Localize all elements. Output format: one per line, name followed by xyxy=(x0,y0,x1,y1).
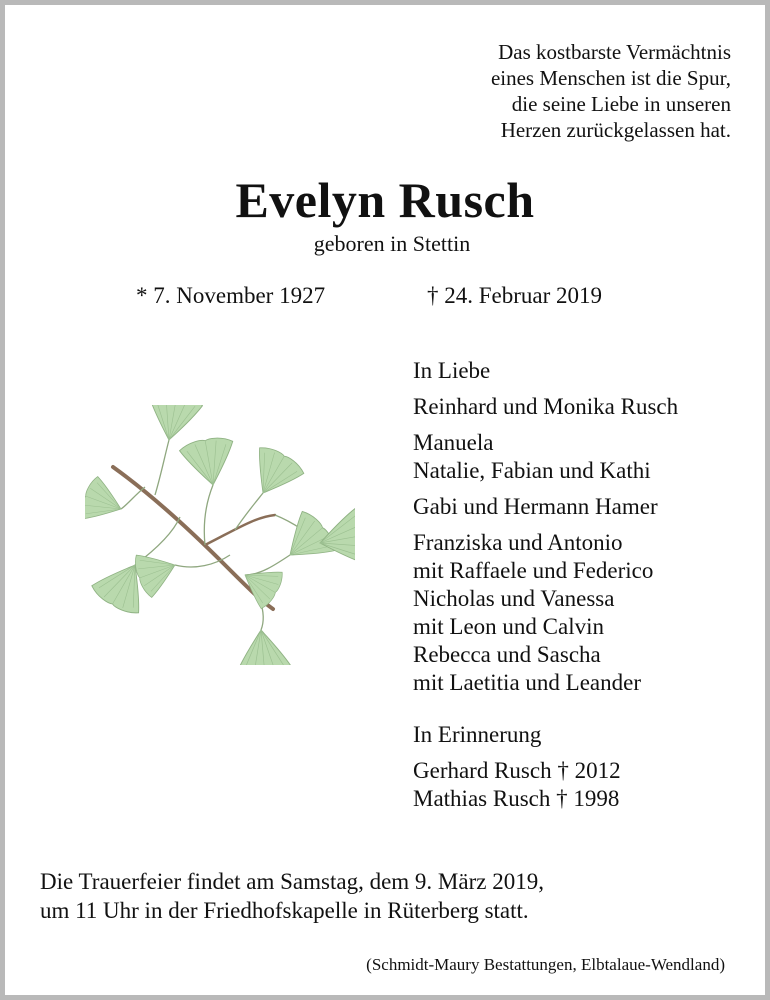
motto-line: die seine Liebe in unseren xyxy=(511,92,731,116)
mourners-list xyxy=(413,357,678,821)
birthplace: geboren in Stettin xyxy=(313,231,471,256)
obituary-notice xyxy=(5,5,765,995)
family-group xyxy=(413,393,678,421)
death-date: † 24. Februar 2019 xyxy=(427,283,603,308)
motto-line: eines Menschen ist die Spur, xyxy=(490,66,731,90)
motto-line: Herzen zurückgelassen hat. xyxy=(500,118,731,142)
birth-date: * 7. November 1927 xyxy=(136,283,326,308)
motto-quote xyxy=(491,39,731,143)
family-line: Nicholas und Vanessa xyxy=(413,586,615,611)
service-line: Die Trauerfeier findet am Samstag, dem 9. März 2019, xyxy=(40,869,544,894)
service-line: um 11 Uhr in der Friedhofskapelle in Rüterberg statt. xyxy=(40,898,529,923)
family-line: Rebecca und Sascha xyxy=(413,642,601,667)
family-group xyxy=(413,429,678,485)
family-line: mit Raffaele und Federico xyxy=(413,558,654,583)
family-line: Franziska und Antonio xyxy=(413,530,623,555)
family-intro: In Liebe xyxy=(413,358,491,383)
family-line: Natalie, Fabian und Kathi xyxy=(413,458,651,483)
memorial-line: Mathias Rusch † 1998 xyxy=(413,786,620,811)
deceased-name: Evelyn Rusch xyxy=(235,172,535,228)
memorial-intro: In Erinnerung xyxy=(413,722,542,747)
family-group xyxy=(413,529,678,697)
family-line: mit Laetitia und Leander xyxy=(413,670,641,695)
funeral-service-info xyxy=(40,867,544,925)
family-line: mit Leon und Calvin xyxy=(413,614,605,639)
motto-line: Das kostbarste Vermächtnis xyxy=(498,40,731,64)
funeral-home-credit: (Schmidt-Maury Bestattungen, Elbtalaue-Wendland) xyxy=(366,955,725,974)
memorial-line: Gerhard Rusch † 2012 xyxy=(413,758,621,783)
family-line: Gabi und Hermann Hamer xyxy=(413,494,658,519)
ginkgo-branch-icon xyxy=(85,405,355,665)
family-line: Reinhard und Monika Rusch xyxy=(413,394,679,419)
family-group xyxy=(413,493,678,521)
family-line: Manuela xyxy=(413,430,494,455)
memorial-group xyxy=(413,757,678,813)
